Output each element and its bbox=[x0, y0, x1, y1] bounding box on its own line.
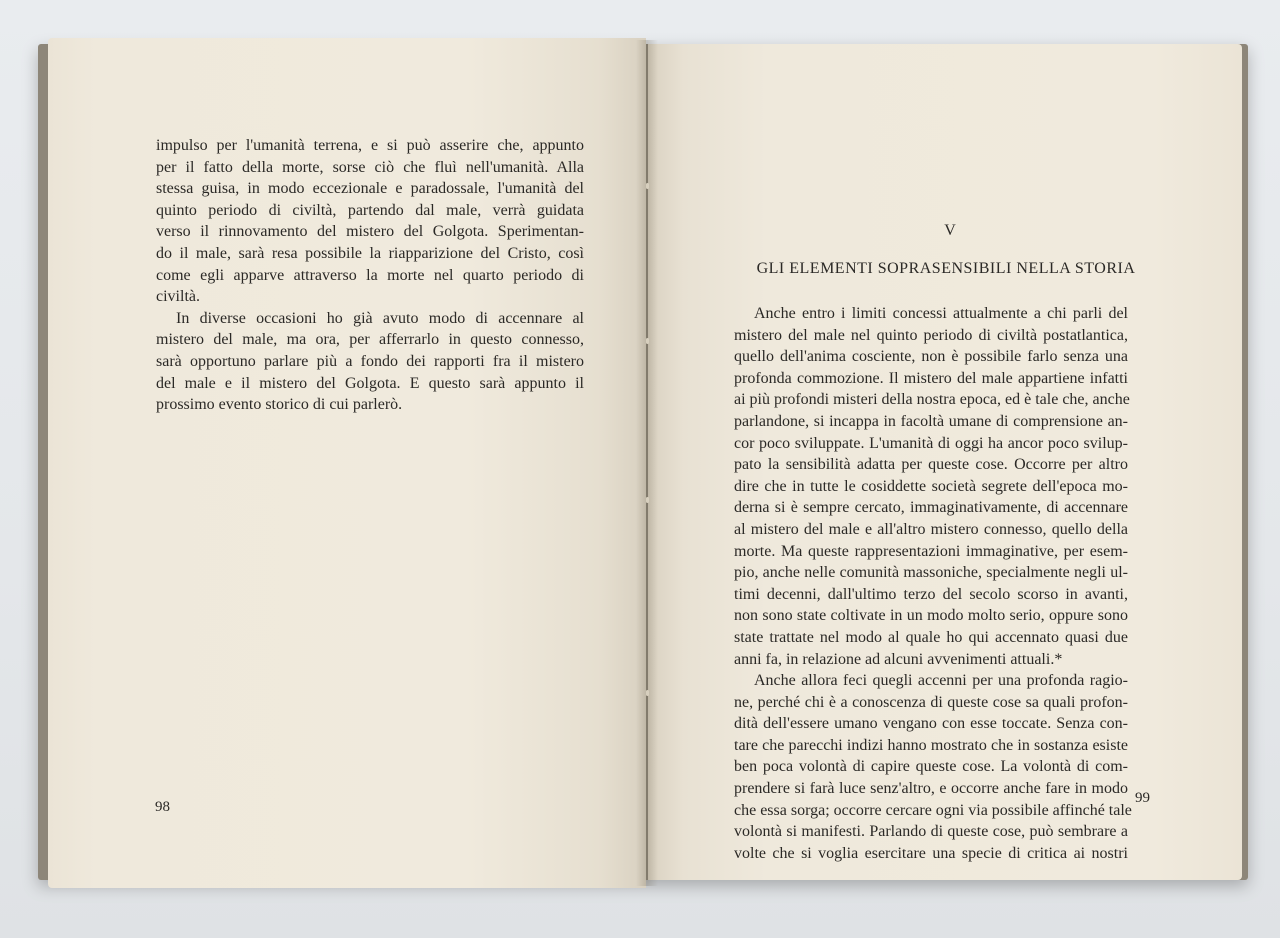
text-line: Anche allora feci quegli accenni per una profonda ragio- bbox=[754, 672, 1128, 690]
text-line: anni fa, in relazione ad alcuni avvenimenti attuali.* bbox=[734, 650, 1063, 668]
page-number-right: 99 bbox=[1135, 790, 1150, 806]
text-line: volte che si voglia esercitare una specie di critica ai nostri bbox=[734, 844, 1128, 862]
text-line: al mistero del male e all'altro mistero connesso, quello della bbox=[734, 520, 1128, 538]
text-line: cor poco sviluppate. L'umanità di oggi ha ancor poco svilup- bbox=[734, 434, 1128, 452]
text-line: state trattate nel modo al quale ho qui accennato quasi due bbox=[734, 628, 1128, 646]
text-line: dire che in tutte le cosiddette società segrete dell'epoca mo- bbox=[734, 477, 1128, 495]
text-line: per il fatto della morte, sorse ciò che fluì nell'umanità. Alla bbox=[156, 158, 584, 176]
text-line: ne, perché chi è a conoscenza di queste cose sa quali profon- bbox=[734, 693, 1128, 711]
text-line: prendere si farà luce senz'altro, e occorre anche fare in modo bbox=[734, 780, 1128, 798]
right-page-text bbox=[734, 303, 1132, 864]
text-line: stessa guisa, in modo eccezionale e paradossale, l'umanità del bbox=[156, 180, 584, 198]
text-line: Anche entro i limiti concessi attualmente a chi parli del bbox=[754, 305, 1128, 322]
text-line: tare che parecchi indizi hanno mostrato che in sostanza esiste bbox=[734, 736, 1128, 754]
chapter-title: GLI ELEMENTI SOPRASENSIBILI NELLA STORIA bbox=[756, 260, 1136, 277]
text-line: pio, anche nelle comunità massoniche, specialmente negli ul- bbox=[734, 564, 1128, 582]
text-line: dità dell'essere umano vengano con esse toccate. Senza con- bbox=[734, 715, 1128, 733]
binding-thread bbox=[646, 338, 649, 344]
text-line: sarà opportuno parlare più a fondo dei rapporti fra il mistero bbox=[156, 352, 584, 370]
text-line: che essa sorga; occorre cercare ogni via possibile affinché tale bbox=[734, 801, 1132, 819]
text-line: timi decenni, dall'ultimo terzo del secolo scorso in avanti, bbox=[734, 585, 1128, 603]
text-line: morte. Ma queste rappresentazioni immaginative, per esem- bbox=[734, 542, 1128, 560]
text-line: impulso per l'umanità terrena, e si può asserire che, appunto bbox=[156, 137, 584, 154]
book-gutter bbox=[636, 40, 658, 886]
text-line: pato la sensibilità adatta per queste cose. Occorre per altro bbox=[734, 456, 1128, 474]
text-line: del male e il mistero del Golgota. E questo sarà appunto il bbox=[156, 374, 584, 392]
text-line: parlandone, si incappa in facoltà umane di comprensione an- bbox=[734, 412, 1128, 430]
text-line: non sono state coltivate in un modo molto serio, oppure sono bbox=[734, 607, 1128, 625]
binding-thread bbox=[646, 183, 649, 189]
binding-thread bbox=[646, 690, 649, 696]
text-line: mistero del male, ma ora, per afferrarlo in questo connesso, bbox=[156, 331, 584, 349]
text-line: prossimo evento storico di cui parlerò. bbox=[156, 396, 403, 414]
text-line: civiltà. bbox=[156, 288, 200, 306]
text-line: quinto periodo di civiltà, partendo dal male, verrà guidata bbox=[156, 201, 584, 219]
left-page-text bbox=[156, 135, 584, 416]
text-line: do il male, sarà resa possibile la riapparizione del Cristo, così bbox=[156, 244, 584, 262]
text-line: In diverse occasioni ho già avuto modo di accennare al bbox=[176, 309, 584, 327]
text-line: profonda commozione. Il mistero del male appartiene infatti bbox=[734, 369, 1128, 387]
page-number-left: 98 bbox=[155, 799, 170, 815]
chapter-number: V bbox=[944, 222, 956, 239]
text-line: verso il rinnovamento del mistero del Golgota. Sperimentan- bbox=[156, 223, 584, 241]
text-line: volontà si manifesti. Parlando di queste cose, può sembrare a bbox=[734, 823, 1128, 841]
text-line: ben poca volontà di capire queste cose. La volontà di com- bbox=[734, 758, 1128, 776]
text-line: ai più profondi misteri della nostra epoca, ed è tale che, anche bbox=[734, 391, 1130, 409]
text-line: quello dell'anima cosciente, non è possibile farlo senza una bbox=[734, 348, 1128, 366]
text-line: derna si è sempre cercato, immaginativamente, di accennare bbox=[734, 499, 1128, 517]
binding-thread bbox=[646, 497, 649, 503]
text-line: come egli apparve attraverso la morte nel quarto periodo di bbox=[156, 266, 584, 284]
text-line: mistero del male nel quinto periodo di civiltà postatlantica, bbox=[734, 326, 1128, 344]
